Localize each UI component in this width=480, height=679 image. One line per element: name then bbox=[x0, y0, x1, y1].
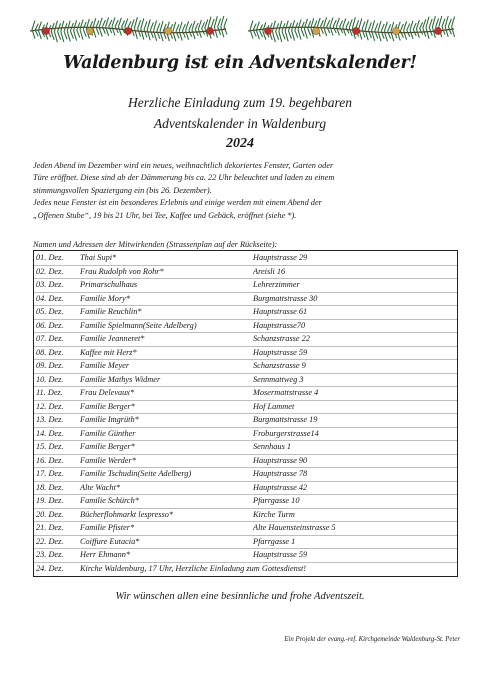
table-row bbox=[34, 440, 457, 455]
table-row bbox=[34, 305, 457, 320]
table-row bbox=[34, 400, 457, 415]
row-name: Frau Rudolph von Rohr* bbox=[80, 266, 164, 276]
table-row bbox=[34, 332, 457, 347]
row-name: Familie Pfister* bbox=[80, 523, 135, 532]
row-date: 22. Dez. bbox=[36, 536, 64, 546]
row-name: Familie Berger* bbox=[80, 442, 135, 451]
row-name: Thai Supi* bbox=[80, 253, 117, 262]
table-row bbox=[34, 494, 457, 509]
row-name: Alte Wacht* bbox=[80, 482, 121, 492]
table-row bbox=[34, 278, 457, 293]
table-row bbox=[34, 562, 457, 576]
row-name: Familie Günther bbox=[80, 428, 136, 438]
invitation-year: 2024 bbox=[226, 136, 254, 151]
row-address: Alte Hauensteinstrasse 5 bbox=[253, 523, 336, 532]
participants-table bbox=[33, 250, 458, 577]
intro-line: „Offenen Stube“, 19 bis 21 Uhr, bei Tee, Kaffee und Gebäck, eröffnet (siehe *). bbox=[33, 210, 297, 220]
row-date: 24. Dez. bbox=[36, 563, 64, 573]
table-row bbox=[34, 508, 457, 523]
table-row bbox=[34, 521, 457, 536]
row-date: 15. Dez. bbox=[36, 442, 64, 451]
row-date: 18. Dez. bbox=[36, 482, 64, 492]
row-address: Hof Lammet bbox=[253, 401, 295, 411]
table-row bbox=[34, 548, 457, 563]
table-row bbox=[34, 346, 457, 361]
row-address: Hauptstrasse 78 bbox=[253, 469, 308, 478]
intro-line: Jedes neue Fenster ist ein besonderes Erlebnis und einige werden mit einem Abend der bbox=[33, 198, 322, 208]
row-name: Kaffee mit Herz* bbox=[80, 347, 137, 357]
table-row bbox=[34, 292, 457, 307]
closing-greeting: Wir wünschen allen eine besinnliche und frohe Adventszeit. bbox=[115, 591, 365, 602]
row-address: Mosermattstrasse 4 bbox=[253, 388, 319, 397]
pine-garland-right-icon bbox=[246, 14, 456, 44]
row-date: 10. Dez. bbox=[36, 374, 64, 384]
row-date: 14. Dez. bbox=[36, 428, 64, 438]
row-address: Froburgerstrasse14 bbox=[253, 428, 319, 438]
row-name: Kirche Waldenburg, 17 Uhr, Herzliche Einladung zum Gottesdienst! bbox=[80, 563, 307, 573]
row-address: Schanzstrasse 22 bbox=[253, 334, 310, 343]
table-row bbox=[34, 454, 457, 469]
table-row bbox=[34, 467, 457, 482]
footer-credit: Ein Projekt der evang.-ref. Kirchgemeinde Waldenburg-St. Peter bbox=[284, 636, 460, 643]
row-date: 20. Dez. bbox=[36, 509, 64, 519]
table-row bbox=[34, 265, 457, 280]
table-caption: Namen und Adressen der Mitwirkenden (Strassenplan auf der Rückseite): bbox=[33, 240, 278, 249]
table-row bbox=[34, 427, 457, 442]
row-address: Pfarrgasse 10 bbox=[253, 496, 300, 505]
intro-paragraph bbox=[33, 160, 453, 222]
row-name: Primarschulhaus bbox=[80, 280, 138, 289]
row-address: Hauptstrasse 42 bbox=[253, 482, 308, 492]
row-date: 07. Dez. bbox=[36, 334, 64, 343]
row-name: Familie Werder* bbox=[80, 455, 136, 465]
row-address: Burgmattstrasse 19 bbox=[253, 415, 318, 424]
row-date: 21. Dez. bbox=[36, 523, 64, 532]
row-address: Sennhaus 1 bbox=[253, 442, 292, 451]
intro-line: Jeden Abend im Dezember wird ein neues, weihnachtlich dekoriertes Fenster, Garten oder bbox=[33, 161, 334, 170]
row-name: Herr Ehmann* bbox=[80, 550, 131, 559]
intro-line: stimmungsvollen Spaziergang ein (bis 26. Dezember). bbox=[33, 185, 212, 195]
row-address: Areisli 16 bbox=[253, 266, 286, 276]
table-row bbox=[34, 359, 457, 374]
row-address: Kirche Turm bbox=[253, 509, 295, 519]
row-address: Hauptstrasse 61 bbox=[253, 307, 308, 316]
row-name: Familie Spielmann(Seite Adelberg) bbox=[80, 320, 197, 330]
row-date: 02. Dez. bbox=[36, 266, 64, 276]
row-date: 09. Dez. bbox=[36, 361, 64, 370]
row-address: Hauptstrasse70 bbox=[253, 320, 306, 330]
row-address: Lehrerzimmer bbox=[253, 280, 300, 289]
row-date: 11. Dez. bbox=[36, 388, 63, 397]
row-address: Schanzstrasse 9 bbox=[253, 361, 306, 370]
row-date: 08. Dez. bbox=[36, 347, 64, 357]
table-row bbox=[34, 251, 457, 266]
row-date: 17. Dez. bbox=[36, 469, 64, 478]
row-address: Burgmattstrasse 30 bbox=[253, 293, 318, 303]
table-row bbox=[34, 481, 457, 496]
row-date: 19. Dez. bbox=[36, 496, 64, 505]
table-row bbox=[34, 535, 457, 550]
row-name: Familie Mathys Widmer bbox=[80, 374, 161, 384]
table-row bbox=[34, 386, 457, 401]
table-row bbox=[34, 413, 457, 428]
row-address: Hauptstrasse 59 bbox=[253, 347, 308, 357]
row-address: Hauptstrasse 90 bbox=[253, 455, 308, 465]
table-row bbox=[34, 319, 457, 334]
row-name: Frau Delevaux* bbox=[80, 388, 135, 397]
row-date: 01. Dez. bbox=[36, 253, 64, 262]
table-row bbox=[34, 373, 457, 388]
row-name: Familie Jeanneret* bbox=[80, 334, 145, 343]
row-name: Familie Reuchlin* bbox=[80, 307, 142, 316]
row-date: 23. Dez. bbox=[36, 550, 64, 559]
row-address: Hauptstrasse 59 bbox=[253, 550, 308, 559]
intro-line: Türe eröffnet. Diese sind ab der Dämmerung bis ca. 22 Uhr beleuchtet und laden zu einem bbox=[33, 173, 335, 183]
row-name: Familie Meyer bbox=[80, 361, 130, 370]
row-date: 04. Dez. bbox=[36, 293, 64, 303]
invitation-line-2: Adventskalender in Waldenburg bbox=[153, 116, 327, 131]
row-address: Hauptstrasse 29 bbox=[253, 253, 308, 262]
row-address: Pfarrgasse 1 bbox=[253, 536, 296, 546]
row-name: Bücherflohmarkt lespresso* bbox=[80, 509, 174, 519]
row-date: 05. Dez. bbox=[36, 307, 64, 316]
row-name: Familie Berger* bbox=[80, 401, 135, 411]
row-date: 13. Dez. bbox=[36, 415, 64, 424]
row-date: 16. Dez. bbox=[36, 455, 64, 465]
row-date: 03. Dez. bbox=[36, 280, 64, 289]
row-date: 06. Dez. bbox=[36, 320, 64, 330]
row-name: Familie Mory* bbox=[80, 293, 131, 303]
pine-garland-left-icon bbox=[28, 14, 228, 44]
invitation-line-1: Herzliche Einladung zum 19. begehbaren bbox=[127, 95, 353, 110]
row-name: Coiffure Eutacia* bbox=[80, 536, 140, 546]
row-address: Sennmattweg 3 bbox=[253, 374, 304, 384]
page-title: Waldenburg ist ein Adventskalender! bbox=[63, 53, 417, 73]
row-name: Familie Schürch* bbox=[80, 496, 139, 505]
row-name: Familie Tschudin(Seite Adelberg) bbox=[80, 469, 192, 478]
row-date: 12. Dez. bbox=[36, 401, 64, 411]
row-name: Familie Imgrüth* bbox=[80, 415, 139, 424]
